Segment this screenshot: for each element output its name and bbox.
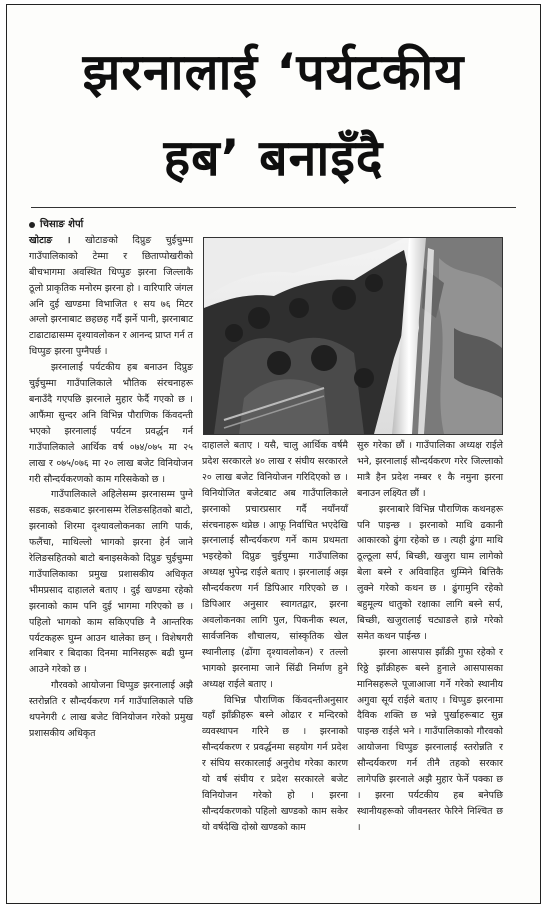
byline [29, 217, 193, 233]
paragraph: विभिन्न पौराणिक किंवदन्तीअनुसार यहाँ झाँक्रीहरू बस्ने ओढार र मन्दिरको व्यवस्थापन गरिने छ । झरनाको सौन्दर्यकरण र प्रवर्द्धनमा सहयोग गर्न प्रदेश र संघिय सरकारलाई अनुरोध गरेका कारण यो वर्ष संघीय र प्रदेश सरकारले बजेट विनियोजन गरेको हो । झरना सौन्दर्यकरणको पहिलो खण्डको काम सकेर यो वर्षदेखि दोस्रो खण्डको काम [202, 694, 348, 833]
waterfall-photo [203, 237, 503, 435]
paragraph: झरनालाई पर्यटकीय हब बनाउन दिप्रुङ चुईचुम्मा गाउँपालिकाले भौतिक संरचनाहरू बनाउँदै गएपछि झरनाले मुहार फेर्दै गएको छ । आफैंमा सुन्दर अनि विभिन्न पौराणिक किंवदन्ती भएको झरनालाई पर्यटन प्रवर्द्धन गर्न गाउँपालिकाले आर्थिक वर्ष ०७४/०७५ मा २५ लाख र ०७५/०७६ मा २० लाख बजेट विनियोजन गरी सौन्दर्यकरणको काम गरिसकेको छ । [29, 362, 193, 485]
author-name: चिसाङ शेर्पा [40, 219, 84, 230]
article-column-3 [357, 438, 503, 836]
headline-divider [31, 207, 516, 208]
headline-line-2: हब’ बनाइँदै [163, 129, 384, 187]
article-column-2 [202, 438, 348, 836]
paragraph [29, 233, 193, 360]
paragraph: सुरु गरेका छौं । गाउँपालिका अध्यक्ष राईले भने, झरनालाई सौन्दर्यकरण गरेर जिल्लाको मात्रै हैन प्रदेश नम्बर १ कै नमुना झरना बनाउन लक्ष्यित छौं । [357, 440, 503, 499]
paragraph-text: खोटाङको दिप्रुङ चुईचुम्मा गाउँपालिकाको टेम्मा र छिताप्पोखरीको बीचभागमा अवस्थित धिप्पुङ झरना जिल्लाकै ठूलो प्राकृतिक मनोरम झरना हो । वारिपारि जंगल अनि दुई खण्डमा विभाजित १ सय ७६ मिटर अग्लो झरनाबाट छहछह गर्दै झर्ने पानी, झरनाबाट टाढाटाढासम्म दृश्यावलोकन र आनन्द प्राप्त गर्न त धिप्पुङ झरना पुग्नैपर्छ । [29, 234, 194, 358]
paragraph: दाहालले बताए । यसै, चालु आर्थिक वर्षमै प्रदेश सरकारले ४० लाख र संघीय सरकारले २० लाख बजेट विनियोजन गरिदिएको छ । विनियोजित बजेटबाट अब गाउँपालिकाले झरनाको प्रचारप्रसार गर्दै नयाँनयाँ संरचनाहरू थप्नेछ । आफू निर्वाचित भएदेखि झरनालाई सौन्दर्यकरण गर्ने काम प्रथमता भइरहेको दिप्रुङ चुईचुम्मा गाउँपालिका अध्यक्ष भुपेन्द्र राईले बताए । झरनालाई अझ सौन्दर्यकरण गर्न डिपिआर गरिएको छ । डिपिआर अनुसार स्वागतद्वार, झरना अवलोकनका लागि पुल, पिकनीक स्थल, सार्वजनिक शौचालय, सांस्कृतिक खेल स्थानीलाइ (ढोंगा दृश्यावलोकन) र तल्लो भागको झरनामा जाने सिंढी निर्माण हुने अध्यक्ष राईले बताए । [202, 440, 348, 690]
newspaper-clipping [6, 4, 541, 904]
bullet-icon [29, 222, 35, 228]
paragraph: गौरवको आयोजना धिप्पुङ झरनालाई अझै स्तरोन्नति र सौन्दर्यकरण गर्न गाउँपालिकाले पछि थपनेगरी ८ लाख बजेट विनियोजन गरेको प्रमुख प्रशासकीय अधिकृत [29, 680, 193, 739]
paragraph: झरनाबारे विभिन्न पौराणिक कथनहरू पनि पाइन्छ । झरनाको माथि ढकानी आकारको ढुंगा रहेको छ । त्यही ढुंगा माथि ठूल्ठूला सर्प, बिच्छी, खजुरा घाम लागेको बेला बस्ने र अविवाहित धुम्मिने बित्तिकै लुक्ने गरेको कथन छ । ढुंगामुनि रहेको बहुमूल्य धातुको रक्षाका लागि बस्ने सर्प, बिच्छी, खजुरालाई चट्याङले हान्ने गरेको समेत कथन पाईन्छ । [357, 503, 503, 642]
headline-line-1: झरनालाई ‘पर्यटकीय [82, 43, 465, 101]
dateline: खोटाङ । [29, 234, 71, 246]
paragraph: झरना आसपास झाँक्री गुफा रहेको र रिठ्ठे झाँक्रीहरू बस्ने हुनाले आसपासका मानिसहरूले पूजाआजा गर्ने गरेको स्थानीय अगुवा सूर्य राईले बताए । धिप्पुङ झरनामा दैविक शक्ति छ भन्ने पुर्खाहरूबाट सुन्न पाइन्छ राईले भने । गाउँपालिकाको गौरवको आयोजना धिप्पुङ झरनालाई स्तरोन्नति र सौन्दर्यकरण गर्न तीनै तहको सरकार लागेपछि झरनाले अझै मुहार फेर्ने पक्का छ । झरना पर्यटकीय हब बनेपछि स्थानीयहरूको जीवनस्तर फेरिने निश्चित छ । [357, 646, 503, 833]
article-column-1 [29, 217, 193, 742]
paragraph: गाउँपालिकाले अहिलेसम्म झरनासम्म पुग्ने सडक, सडकबाट झरनासम्म रेलिङसहितको बाटो, झरनाको शिरमा दृश्यावलोकनका लागि पार्क, फलैंचा, माथिल्लो भागको झरना हेर्न जाने रेलिङसहितको बाटो बनाइसकेको दिप्रुङ चुईचुम्मा गाउँपालिकाका प्रमुख प्रशासकीय अधिकृत भीमप्रसाद दाहालले बताए । दुई खण्डमा रहेको झरनाको काम पनि दुई भागमा गरिएको छ । पहिलो भागको काम सकिएपछि नै आन्तरिक पर्यटकहरू घुम्न आउन थालेका छन् । विशेषगरी शनिबार र बिदाका दिनमा मानिसहरू बढी घुम्न आउने गरेको छ । [29, 489, 193, 676]
